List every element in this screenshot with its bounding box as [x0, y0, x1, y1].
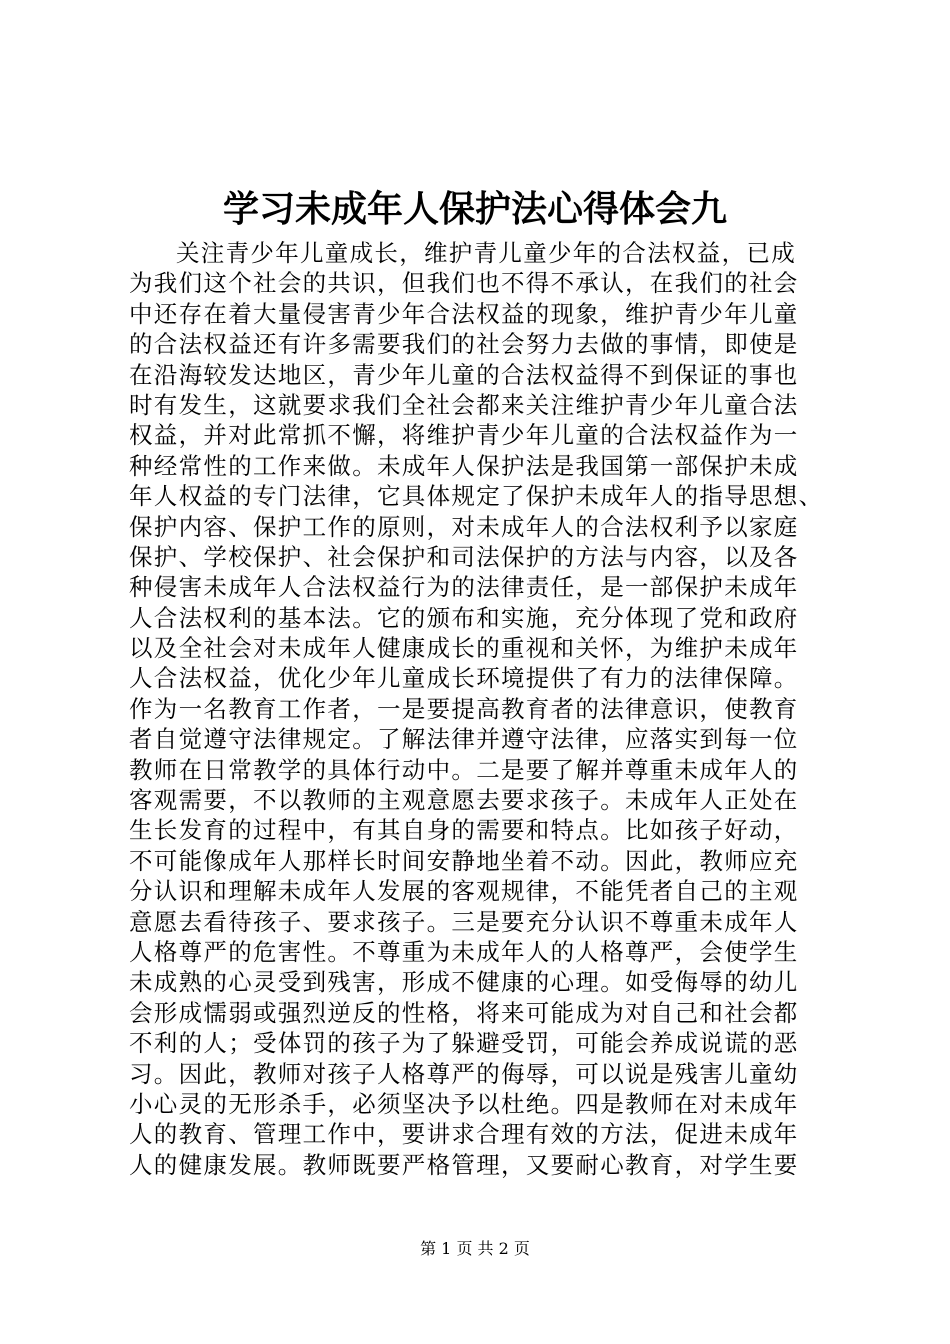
text-line: 以及全社会对未成年人健康成长的重视和关怀，为维护未成年: [129, 634, 799, 663]
text-line: 不可能像成年人那样长时间安静地坐着不动。因此，教师应充: [129, 846, 799, 875]
text-line: 会形成懦弱或强烈逆反的性格，将来可能成为对自己和社会都: [129, 998, 799, 1027]
text-line: 客观需要，不以教师的主观意愿去要求孩子。未成年人正处在: [129, 786, 799, 815]
text-line: 人的健康发展。教师既要严格管理，又要耐心教育，对学生要: [129, 1150, 799, 1179]
text-line: 中还存在着大量侵害青少年合法权益的现象，维护青少年儿童: [129, 299, 799, 328]
text-line: 权益，并对此常抓不懈，将维护青少年儿童的合法权益作为一: [129, 421, 799, 450]
text-line: 习。因此，教师对孩子人格尊严的侮辱，可以说是残害儿童幼: [129, 1059, 799, 1088]
text-line: 时有发生，这就要求我们全社会都来关注维护青少年儿童合法: [129, 390, 799, 419]
page-title: 学习未成年人保护法心得体会九: [222, 189, 727, 230]
text-line: 分认识和理解未成年人发展的客观规律，不能凭者自己的主观: [129, 877, 799, 906]
page-number-footer: 第 1 页 共 2 页: [420, 1239, 530, 1258]
text-line: 关注青少年儿童成长，维护青儿童少年的合法权益，已成: [176, 239, 796, 267]
text-line: 作为一名教育工作者，一是要提高教育者的法律意识，使教育: [129, 694, 799, 723]
text-line: 年人权益的专门法律，它具体规定了保护未成年人的指导思想、: [129, 482, 824, 511]
text-line: 者自觉遵守法律规定。了解法律并遵守法律，应落实到每一位: [129, 725, 799, 754]
text-line: 人格尊严的危害性。不尊重为未成年人的人格尊严，会使学生: [129, 937, 799, 966]
text-line: 在沿海较发达地区，青少年儿童的合法权益得不到保证的事也: [129, 360, 799, 389]
text-line: 保护内容、保护工作的原则，对未成年人的合法权利予以家庭: [129, 512, 799, 541]
text-line: 意愿去看待孩子、要求孩子。三是要充分认识不尊重未成年人: [129, 907, 799, 936]
text-line: 生长发育的过程中，有其自身的需要和特点。比如孩子好动，: [129, 816, 799, 845]
text-line: 未成熟的心灵受到残害，形成不健康的心理。如受侮辱的幼儿: [129, 968, 799, 997]
text-line: 人合法权益，优化少年儿童成长环境提供了有力的法律保障。: [129, 664, 799, 693]
text-line: 保护、学校保护、社会保护和司法保护的方法与内容，以及各: [129, 542, 799, 571]
text-line: 种侵害未成年人合法权益行为的法律责任，是一部保护未成年: [129, 573, 799, 602]
text-line: 种经常性的工作来做。未成年人保护法是我国第一部保护未成: [129, 451, 799, 480]
text-line: 为我们这个社会的共识，但我们也不得不承认，在我们的社会: [129, 269, 799, 298]
text-line: 的合法权益还有许多需要我们的社会努力去做的事情，即使是: [129, 330, 799, 359]
text-line: 人的教育、管理工作中，要讲求合理有效的方法，促进未成年: [129, 1120, 799, 1149]
body-paragraph: [129, 238, 829, 1180]
text-line: 不利的人；受体罚的孩子为了躲避受罚，可能会养成说谎的恶: [129, 1029, 799, 1058]
text-line: 人合法权利的基本法。它的颁布和实施，充分体现了党和政府: [129, 603, 799, 632]
text-line: 教师在日常教学的具体行动中。二是要了解并尊重未成年人的: [129, 755, 799, 784]
text-line: 小心灵的无形杀手，必须坚决予以杜绝。四是教师在对未成年: [129, 1089, 799, 1118]
